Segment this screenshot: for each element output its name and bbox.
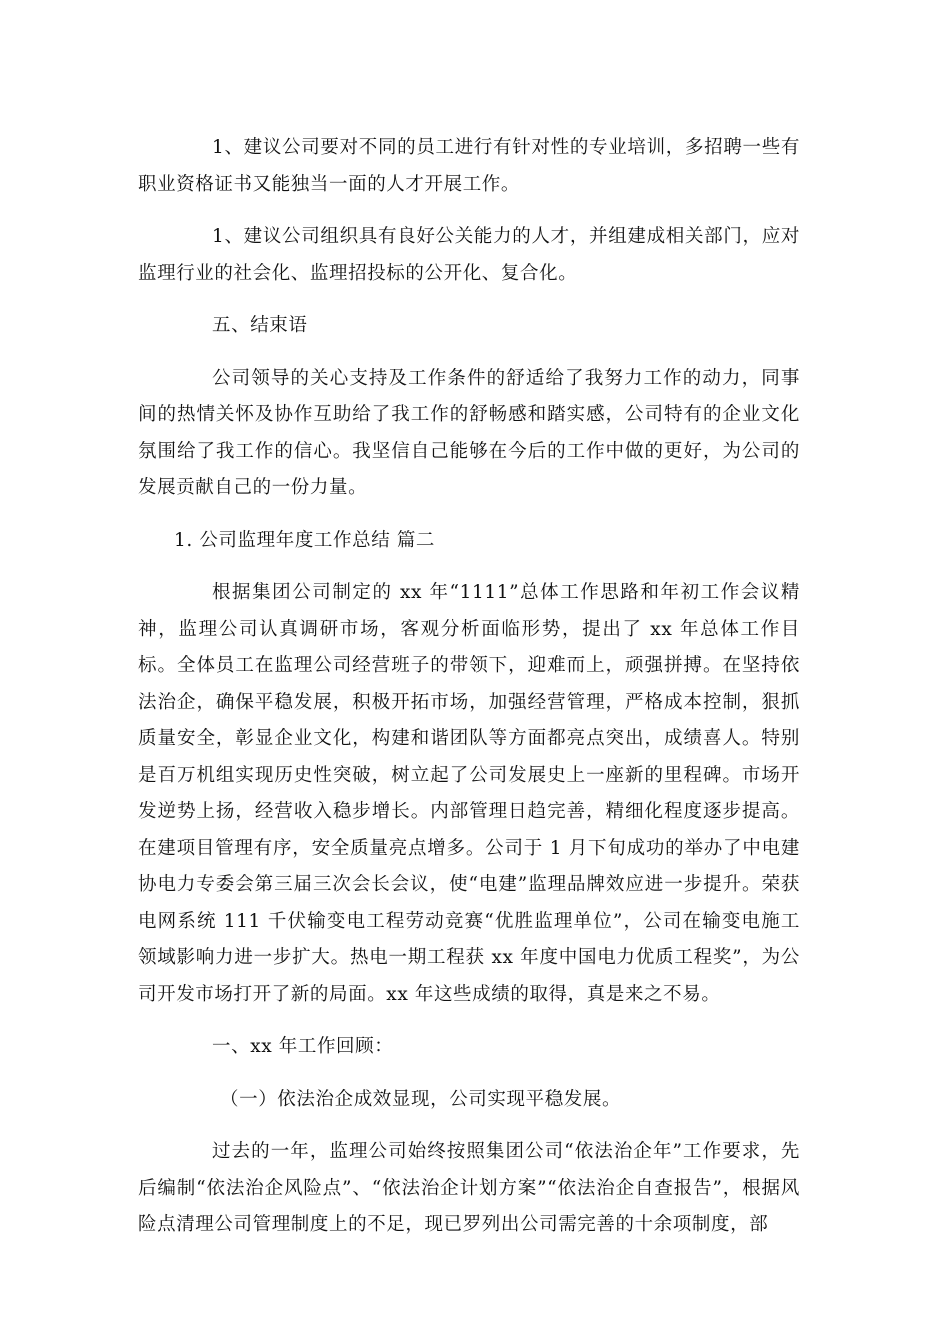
document-body bbox=[138, 130, 800, 1260]
subsection-heading-rule-of-law: （一）依法治企成效显现，公司实现平稳发展。 bbox=[220, 1088, 622, 1110]
paragraph-training-suggestion: 1、建议公司要对不同的员工进行有针对性的专业培训，多招聘一些有职业资格证书又能独当一面的人才开展工作。 bbox=[138, 137, 800, 195]
section-heading-conclusion: 五、结束语 bbox=[212, 315, 308, 336]
paragraph-annual-overview: 根据集团公司制定的 xx 年“1111”总体工作思路和年初工作会议精神，监理公司认真调研市场，客观分析面临形势，提出了 xx 年总体工作目标。全体员工在监理公司经营班子的带领下，迎难而上，顽强拼搏。在坚持依法治企，确保平稳发展，积极开拓市场，加强经营管理，严格成本控制，狠抓质量安全，彰显企业文化，构建和谐团队等方面都亮点突出，成绩喜人。特别是百万机组实现历史性突破，树立起了公司发展史上一座新的里程碑。市场开发逆势上扬，经营收入稳步增长。内部管理日趋完善，精细化程度逐步提高。在建项目管理有序，安全质量亮点增多。公司于 1 月下旬成功的举办了中电建协电力专委会第三届三次会长会议，使“电建”监理品牌效应进一步提升。荣获电网系统 111 千伏输变电工程劳动竞赛“优胜监理单位”，公司在输变电施工领域影响力进一步扩大。热电一期工程获 xx 年度中国电力优质工程奖”，为公司开发市场打开了新的局面。xx 年这些成绩的取得，真是来之不易。 bbox=[138, 582, 800, 1005]
paragraph-conclusion: 公司领导的关心支持及工作条件的舒适给了我努力工作的动力，同事间的热情关怀及协作互助给了我工作的舒畅感和踏实感，公司特有的企业文化氛围给了我工作的信心。我坚信自己能够在今后的工作中做的更好，为公司的发展贡献自己的一份力量。 bbox=[138, 367, 800, 498]
paragraph-pr-suggestion: 1、建议公司组织具有良好公关能力的人才，并组建成相关部门，应对监理行业的社会化、监理招投标的公开化、复合化。 bbox=[138, 226, 800, 284]
section-heading-review: 一、xx 年工作回顾： bbox=[212, 1036, 394, 1057]
paragraph-rule-of-law: 过去的一年，监理公司始终按照集团公司“依法治企年”工作要求，先后编制“依法治企风险点”、“依法治企计划方案”“依法治企自查报告”，根据风险点清理公司管理制度上的不足，现已罗列出公司需完善的十余项制度，部 bbox=[138, 1141, 800, 1235]
article-title-part-two: 1. 公司监理年度工作总结 篇二 bbox=[174, 529, 436, 551]
